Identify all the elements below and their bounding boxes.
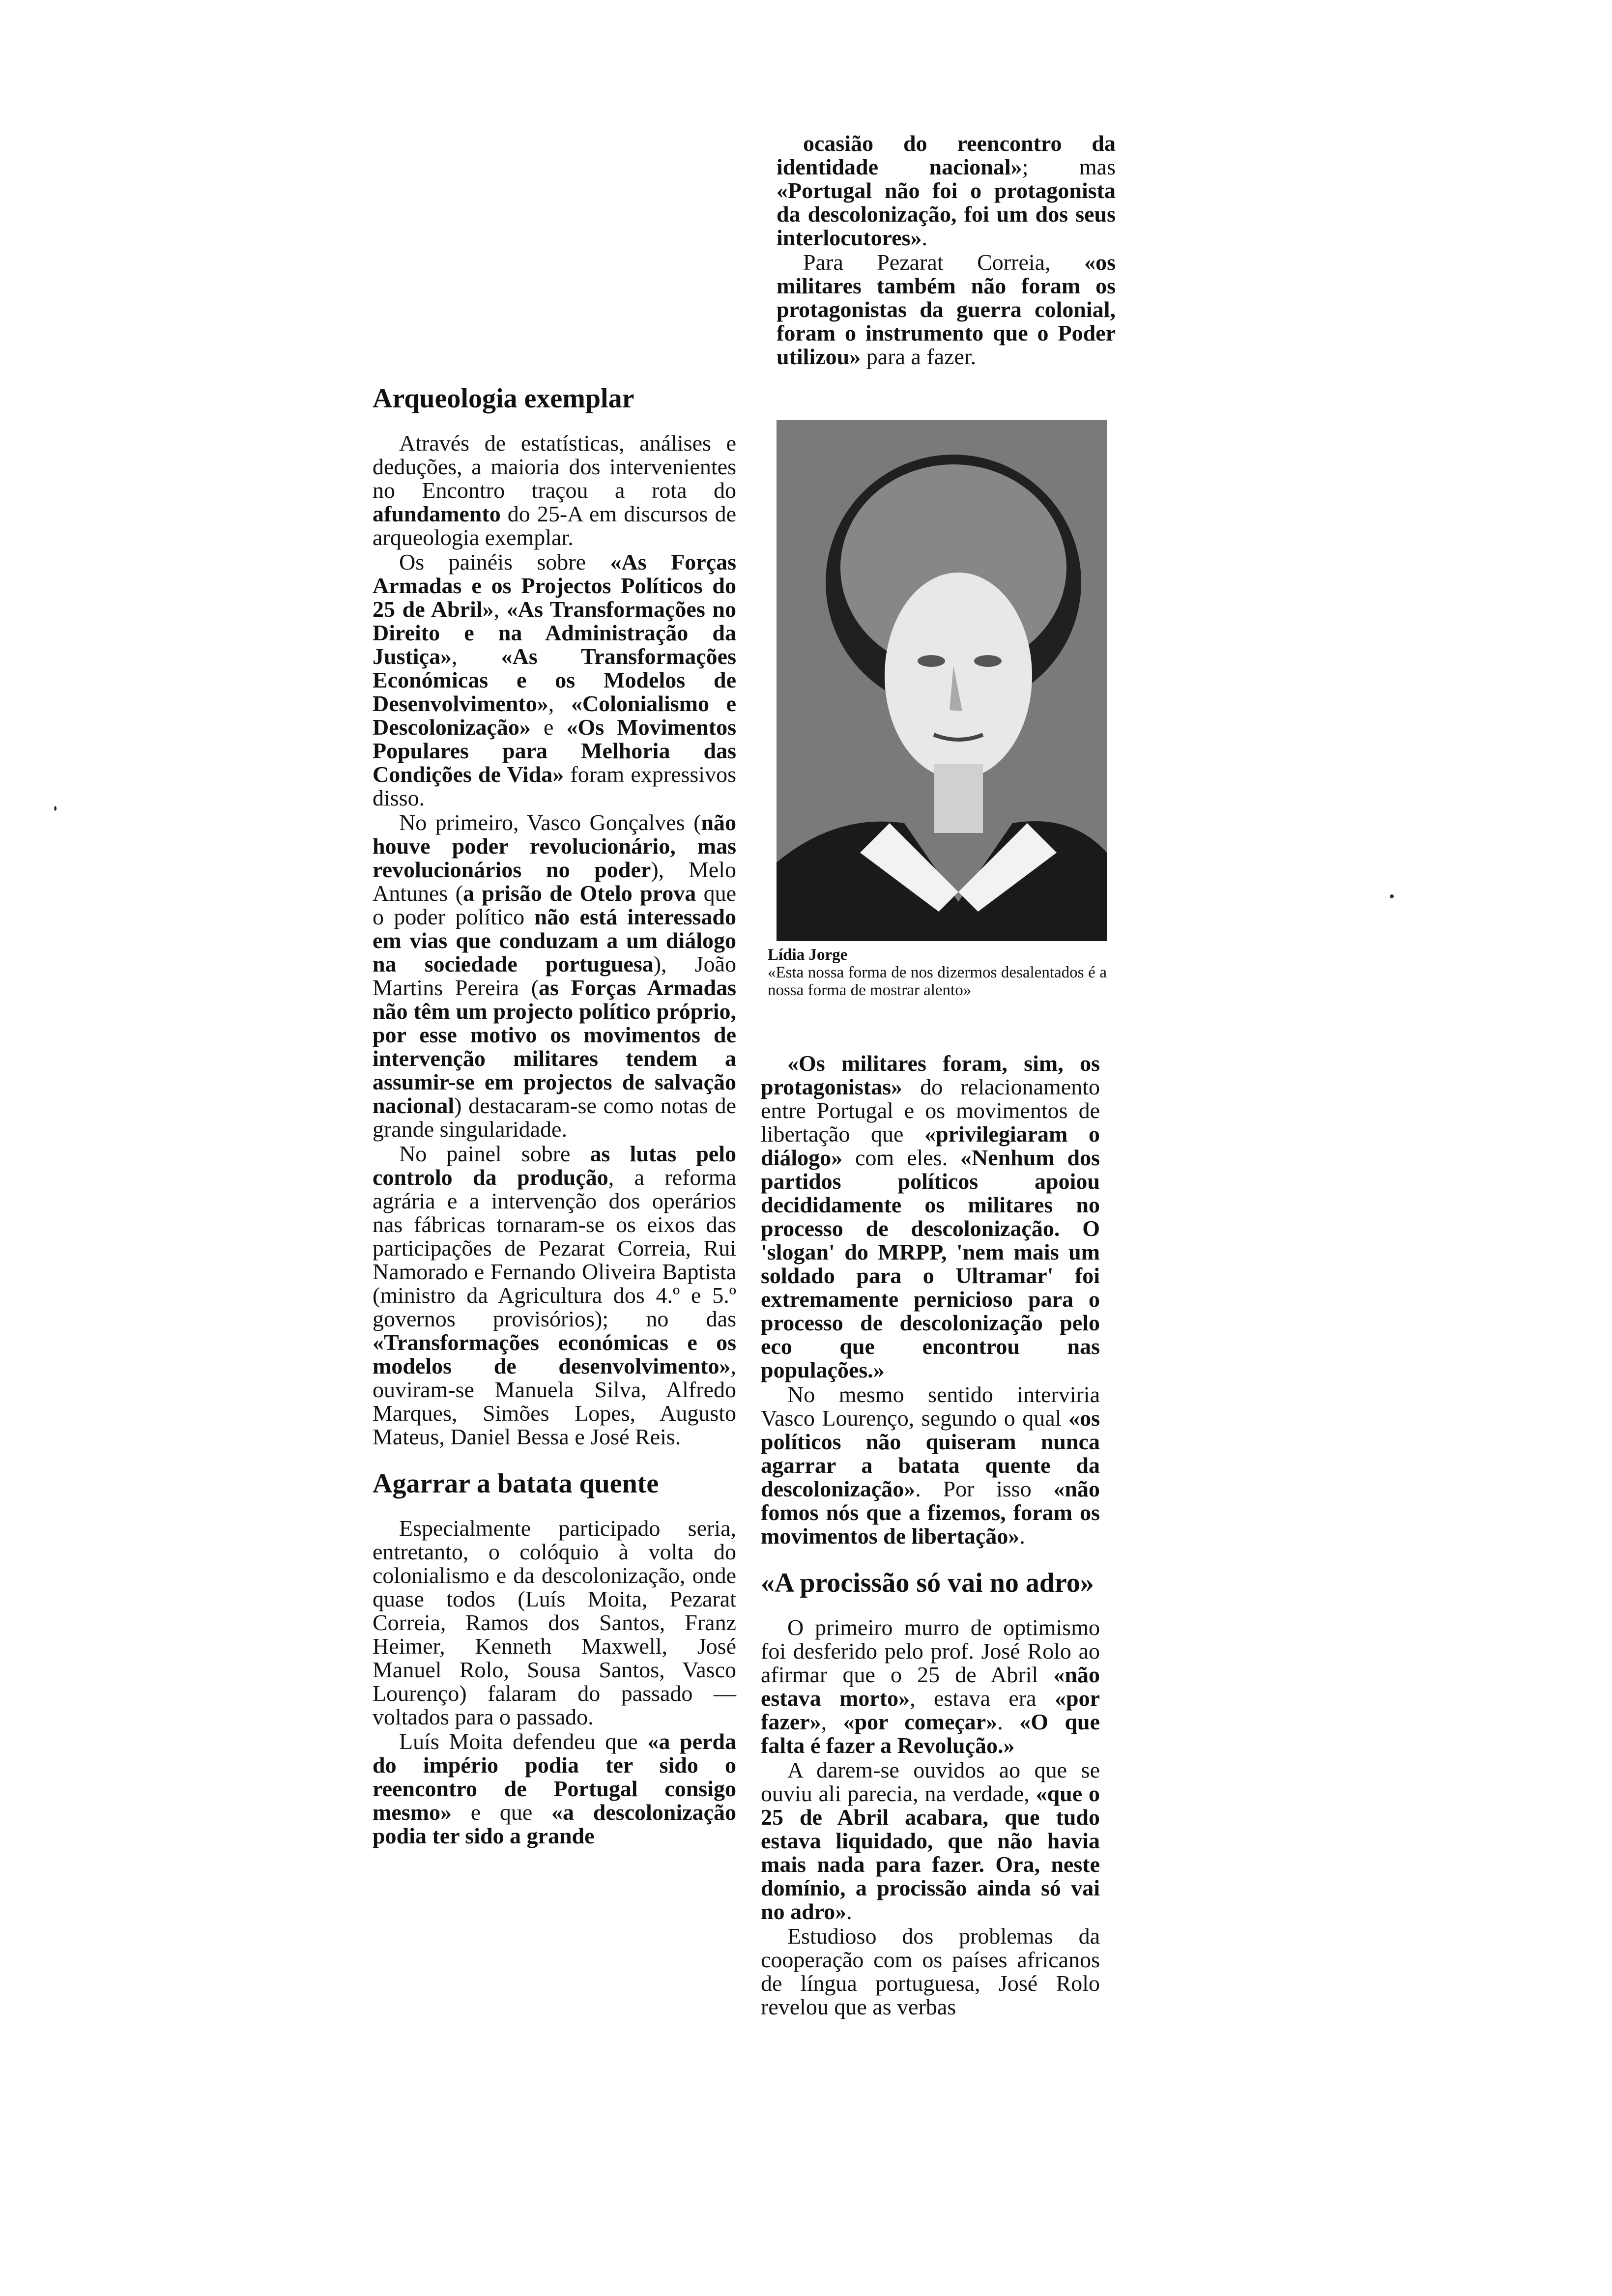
scan-speck [1390,894,1394,898]
paragraph: O primeiro murro de optimismo foi desferido pelo prof. José Rolo ao afirmar que o 25 de Abril «não estava morto», estava era «por fazer», «por começar». «O que falta é fazer a Revolução.» [761,1615,1100,1758]
paragraph: Os painéis sobre «As Forças Armadas e os Projectos Políticos do 25 de Abril», «As Transformações no Direito e na Administração da Justiça», «As Transformações Económicas e os Modelos de Desenvolvimento», «Colonialismo e Descolonização» e «Os Movimentos Populares para Melhoria das Condições de Vida» foram expressivos disso. [373,549,737,810]
bold-quote: «Os militares foram, sim, os protagonistas» [761,1051,1100,1099]
bold-quote: «que o 25 de Abril acabara, que tudo estava liquidado, que não havia mais nada para fazer. Ora, neste domínio, a procissão ainda só vai no adro» [761,1781,1100,1924]
paragraph: Para Pezarat Correia, «os militares também não foram os protagonistas da guerra colonial, foram o instrumento que o Poder utilizou» para a fazer. [777,250,1116,369]
bold-quote: não houve poder revolucionário, mas revolucionários no poder [373,810,736,882]
left-column [373,383,736,1848]
bold-quote: «Portugal não foi o protagonista da descolonização, foi um dos seus interlocutores» [777,178,1116,250]
bold-quote: «por fazer» [761,1686,1100,1734]
paragraph: No painel sobre as lutas pelo controlo da produção, a reforma agrária e a intervenção dos operários nas fábricas tornaram-se os eixos das participações de Pezarat Correia, Rui Namorado e Fernando Oliveira Baptista (ministro da Agricultura dos 4.º e 5.º governos provisórios); no das «Transformações económicas e os modelos de desenvolvimento», ouviram-se Manuela Silva, Alfredo Marques, Simões Lopes, Augusto Mateus, Daniel Bessa e José Reis. [373,1141,736,1449]
section-heading-batata: Agarrar a batata quente [373,1468,659,1499]
paragraph: Estudioso dos problemas da cooperação com os países africanos de língua portuguesa, José Rolo revelou que as verbas [761,1923,1100,2019]
section-heading-procissao: «A procissão só vai no adro» [761,1568,1094,1598]
bold-quote: as Forças Armadas não têm um projecto político próprio, por esse motivo os movimentos de intervenção militares tendem a assumir-se em projectos de salvação nacional [373,975,736,1118]
bold-quote: afundamento [373,501,501,526]
bold-quote: as lutas pelo controlo da produção [373,1141,736,1190]
bold-quote: «As Transformações no Direito e na Administração da Justiça» [373,597,736,669]
paragraph: A darem-se ouvidos ao que se ouviu ali parecia, na verdade, «que o 25 de Abril acabara, que tudo estava liquidado, que não havia mais nada para fazer. Ora, neste domínio, a procissão ainda só vai no adro». [761,1757,1100,1924]
section-heading-arqueologia: Arqueologia exemplar [373,383,634,414]
paragraph: «Os militares foram, sim, os protagonistas» do relacionamento entre Portugal e os movimentos de libertação que «privilegiaram o diálogo» com eles. «Nenhum dos partidos políticos apoiou decididamente os militares no processo de descolonização. O 'slogan' do MRPP, 'nem mais um soldado para o Ultramar' foi extremamente pernicioso para o processo de descolonização pelo eco que encontrou nas populações.» [761,1051,1100,1382]
right-column-top [777,132,1116,369]
right-top-paragraphs [777,132,1116,369]
photo-caption [768,946,1107,999]
paragraph: Especialmente participado seria, entretanto, o colóquio à volta do colonialismo e da descolonização, onde quase todos (Luís Moita, Pezarat Correia, Ramos dos Santos, Franz Heimer, Kenneth Maxwell, José Manuel Rolo, Sousa Santos, Vasco Lourenço) falaram do passado — voltados para o passado. [373,1516,736,1729]
right-bottom-paragraphs-2 [761,1616,1100,2019]
bold-quote: «por começar» [843,1709,998,1734]
bold-quote: a prisão de Otelo prova [462,881,696,906]
bold-quote: «não fomos nós que a fizemos, foram os movimentos de libertação» [761,1476,1100,1549]
bold-quote: não está interessado em vias que conduzam a um diálogo na sociedade portuguesa [373,904,736,976]
bold-quote: ocasião do reencontro da identidade nacional» [777,131,1116,179]
bold-quote: «os militares também não foram os protagonistas da guerra colonial, foram o instrumento que o Poder utilizou» [777,250,1116,369]
bold-quote: «não estava morto» [761,1662,1100,1711]
bold-quote: «Nenhum dos partidos políticos apoiou decididamente os militares no processo de descolonização. O 'slogan' do MRPP, 'nem mais um soldado para o Ultramar' foi extremamente pernicioso para o processo de descolonização pelo eco que encontrou nas populações.» [761,1145,1100,1382]
caption-quote: «Esta nossa forma de nos dizermos desalentados é a nossa forma de mostrar alento» [768,964,1107,999]
section-body-batata [373,1517,736,1848]
bold-quote: «os políticos não quiseram nunca agarrar a batata quente da descolonização» [761,1406,1100,1501]
bold-quote: «a descolonização podia ter sido a grande [373,1800,737,1848]
bold-quote: «Colonialismo e Descolonização» [373,691,736,740]
paragraph: Através de estatísticas, análises e deduções, a maioria dos intervenientes no Encontro traçou a rota do afundamento do 25-A em discursos de arqueologia exemplar. [373,430,736,550]
paragraph: ocasião do reencontro da identidade nacional»; mas «Portugal não foi o protagonista da descolonização, foi um dos seus interlocutores». [777,131,1116,250]
right-bottom-paragraphs [761,1052,1100,1548]
bold-quote: «Transformações económicas e os modelos de desenvolvimento» [373,1330,736,1378]
section-body-arqueologia [373,431,736,1449]
bold-quote: «privilegiaram o diálogo» [761,1121,1100,1170]
right-column-bottom [761,1052,1100,2019]
paragraph: No primeiro, Vasco Gonçalves (não houve poder revolucionário, mas revolucionários no poder), Melo Antunes (a prisão de Otelo prova que o poder político não está interessado em vias que conduzam a um diálogo na sociedade portuguesa), João Martins Pereira (as Forças Armadas não têm um projecto político próprio, por esse motivo os movimentos de intervenção militares tendem a assumir-se em projectos de salvação nacional) destacaram-se como notas de grande singularidade. [373,810,736,1142]
portrait-image [777,420,1107,941]
bold-quote: «As Forças Armadas e os Projectos Políticos do 25 de Abril» [373,549,736,622]
portrait-photo [777,420,1107,941]
paragraph: Luís Moita defendeu que «a perda do império podia ter sido o reencontro de Portugal consigo mesmo» e que «a descolonização podia ter sido a grande [373,1729,737,1848]
paragraph: No mesmo sentido interviria Vasco Lourenço, segundo o qual «os políticos não quiseram nunca agarrar a batata quente da descolonização». Por isso «não fomos nós que a fizemos, foram os movimentos de libertação». [761,1382,1100,1549]
bold-quote: «As Transformações Económicas e os Modelos de Desenvolvimento» [373,644,736,716]
bold-quote: «O que falta é fazer a Revolução.» [761,1709,1100,1758]
bold-quote: «a perda do império podia ter sido o reencontro de Portugal consigo mesmo» [373,1729,736,1825]
caption-name: Lídia Jorge [768,946,848,964]
bold-quote: «Os Movimentos Populares para Melhoria das Condições de Vida» [373,715,737,787]
scan-speck [54,806,57,811]
